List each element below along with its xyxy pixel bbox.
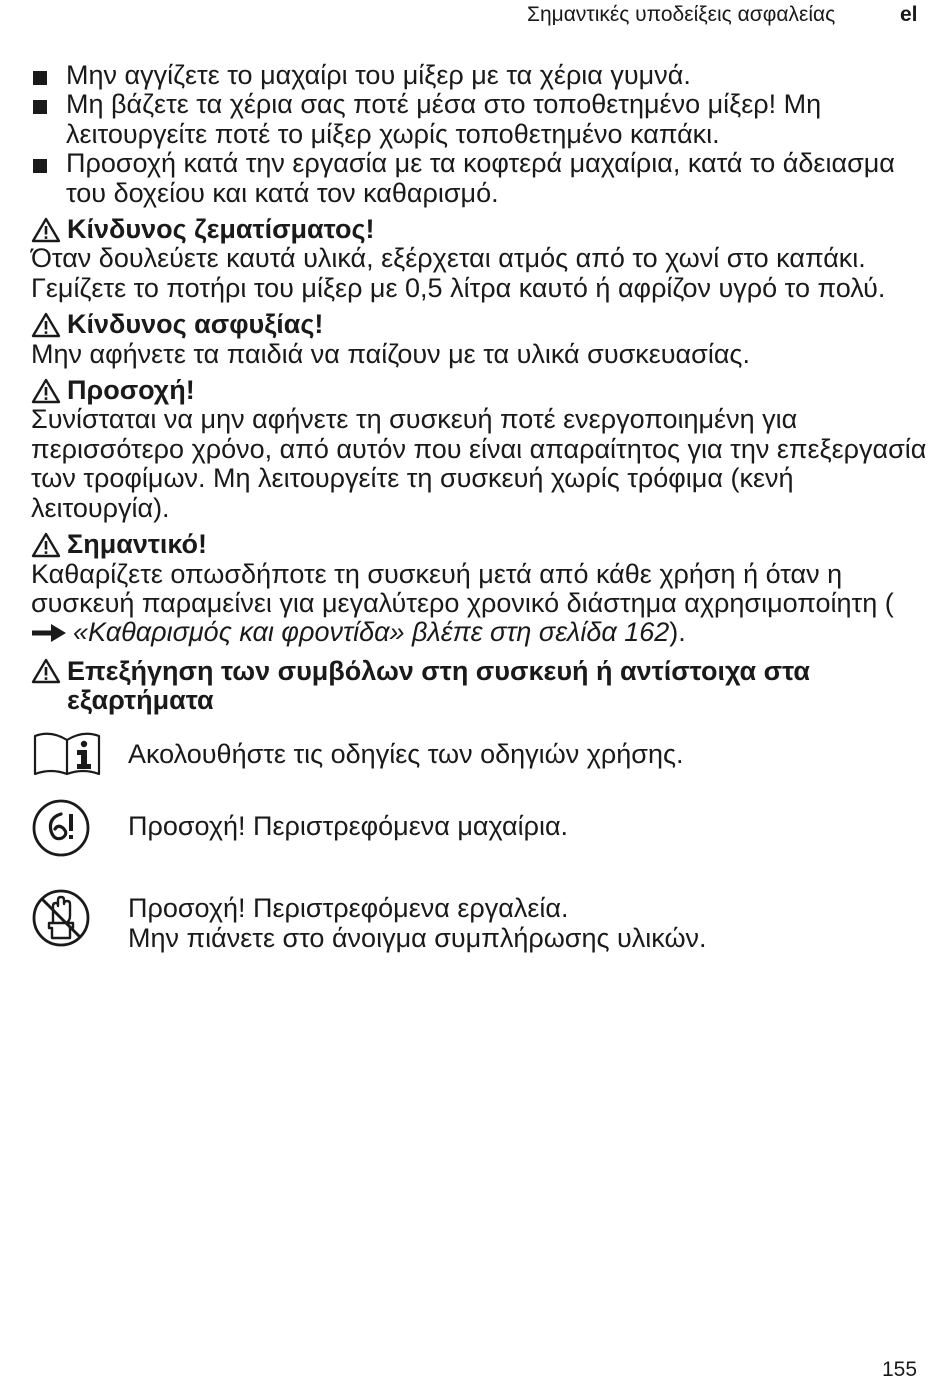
important-text-before: Καθαρίζετε οπωσδήποτε τη συσκευή μετά από κάθε χρήση ή όταν η συσκευή παραμείνει για μεγαλύτερο χρονικό διάστημα αχρησιμοποίητη ( xyxy=(31,558,894,618)
running-header-title: Σημαντικές υποδείξεις ασφαλείας xyxy=(527,3,836,26)
symbol-description-line: Προσοχή! Περιστρεφόμενα εργαλεία. xyxy=(128,893,569,924)
bullet-item: Μην αγγίζετε το μαχαίρι του μίξερ με τα χέρια γυμνά. xyxy=(31,61,931,90)
warning-triangle-icon xyxy=(31,657,67,686)
symbol-description xyxy=(128,894,931,953)
warning-triangle-icon xyxy=(31,376,67,405)
symbol-description: Ακολουθήστε τις οδηγίες των οδηγιών χρήσης. xyxy=(128,738,684,769)
symbol-description: Προσοχή! Περιστρεφόμενα μαχαίρια. xyxy=(128,810,569,841)
page-number: 155 xyxy=(882,1358,918,1381)
scald-warning-text: Όταν δουλεύετε καυτά υλικά, εξέρχεται ατμός από το χωνί στο καπάκι. Γεμίζετε το ποτήρι του μίξερ με 0,5 λίτρα καυτό ή αφρίζον υγρό το πολύ. xyxy=(31,243,886,303)
suffocation-warning-heading xyxy=(31,310,931,339)
manual-info-icon xyxy=(31,740,128,784)
important-warning-title: Σημαντικό! xyxy=(67,529,208,560)
suffocation-warning-title: Κίνδυνος ασφυξίας! xyxy=(67,309,324,340)
warning-triangle-icon xyxy=(31,215,67,244)
bullet-item: Προσοχή κατά την εργασία με τα κοφτερά μαχαίρια, κατά το άδειασμα του δοχείου και κατά τον καθαρισμό. xyxy=(31,149,931,208)
symbol-row-no-hand xyxy=(31,894,931,954)
scald-warning-heading xyxy=(31,215,931,244)
important-text-after: ). xyxy=(669,617,686,648)
important-warning-text xyxy=(31,560,931,650)
bullet-list xyxy=(31,61,931,208)
symbols-heading-title: Επεξήγηση των συμβόλων στη συσκευή ή αντίστοιχα στα εξαρτήματα xyxy=(67,655,811,716)
caution-warning-text: Συνίσταται να μην αφήνετε τη συσκευή ποτέ ενεργοποιημένη για περισσότερο χρόνο, από αυτόν που είναι απαραίτητος για την επεξεργασία των τροφίμων. Μη λειτουργείτε τη συσκευή χωρίς τρόφιμα (κενή λειτουργία). xyxy=(31,404,927,523)
arrow-right-icon xyxy=(31,620,67,649)
warning-triangle-icon xyxy=(31,310,67,339)
important-warning-heading xyxy=(31,530,931,559)
page-content xyxy=(31,61,931,955)
suffocation-warning-text: Μην αφήνετε τα παιδιά να παίζουν με τα υλικά συσκευασίας. xyxy=(31,338,750,369)
language-code: el xyxy=(900,3,918,26)
warning-triangle-icon xyxy=(31,530,67,559)
scald-warning-title: Κίνδυνος ζεματίσματος! xyxy=(67,214,375,245)
cross-reference-link[interactable]: «Καθαρισμός και φροντίδα» βλέπε στη σελίδα 162 xyxy=(73,617,670,648)
symbols-heading xyxy=(31,657,931,716)
caution-warning-title: Προσοχή! xyxy=(67,375,195,406)
caution-warning-heading xyxy=(31,376,931,405)
symbol-row-rotating-blades xyxy=(31,812,931,864)
symbol-row-manual xyxy=(31,740,931,784)
bullet-item: Μη βάζετε τα χέρια σας ποτέ μέσα στο τοποθετημένο μίξερ! Μη λειτουργείτε ποτέ το μίξερ χωρίς τοποθετημένο καπάκι. xyxy=(31,90,931,149)
no-hand-in-opening-icon xyxy=(31,894,128,954)
rotating-blades-icon xyxy=(31,812,128,864)
symbol-description-line: Μην πιάνετε στο άνοιγμα συμπλήρωσης υλικών. xyxy=(128,922,707,953)
